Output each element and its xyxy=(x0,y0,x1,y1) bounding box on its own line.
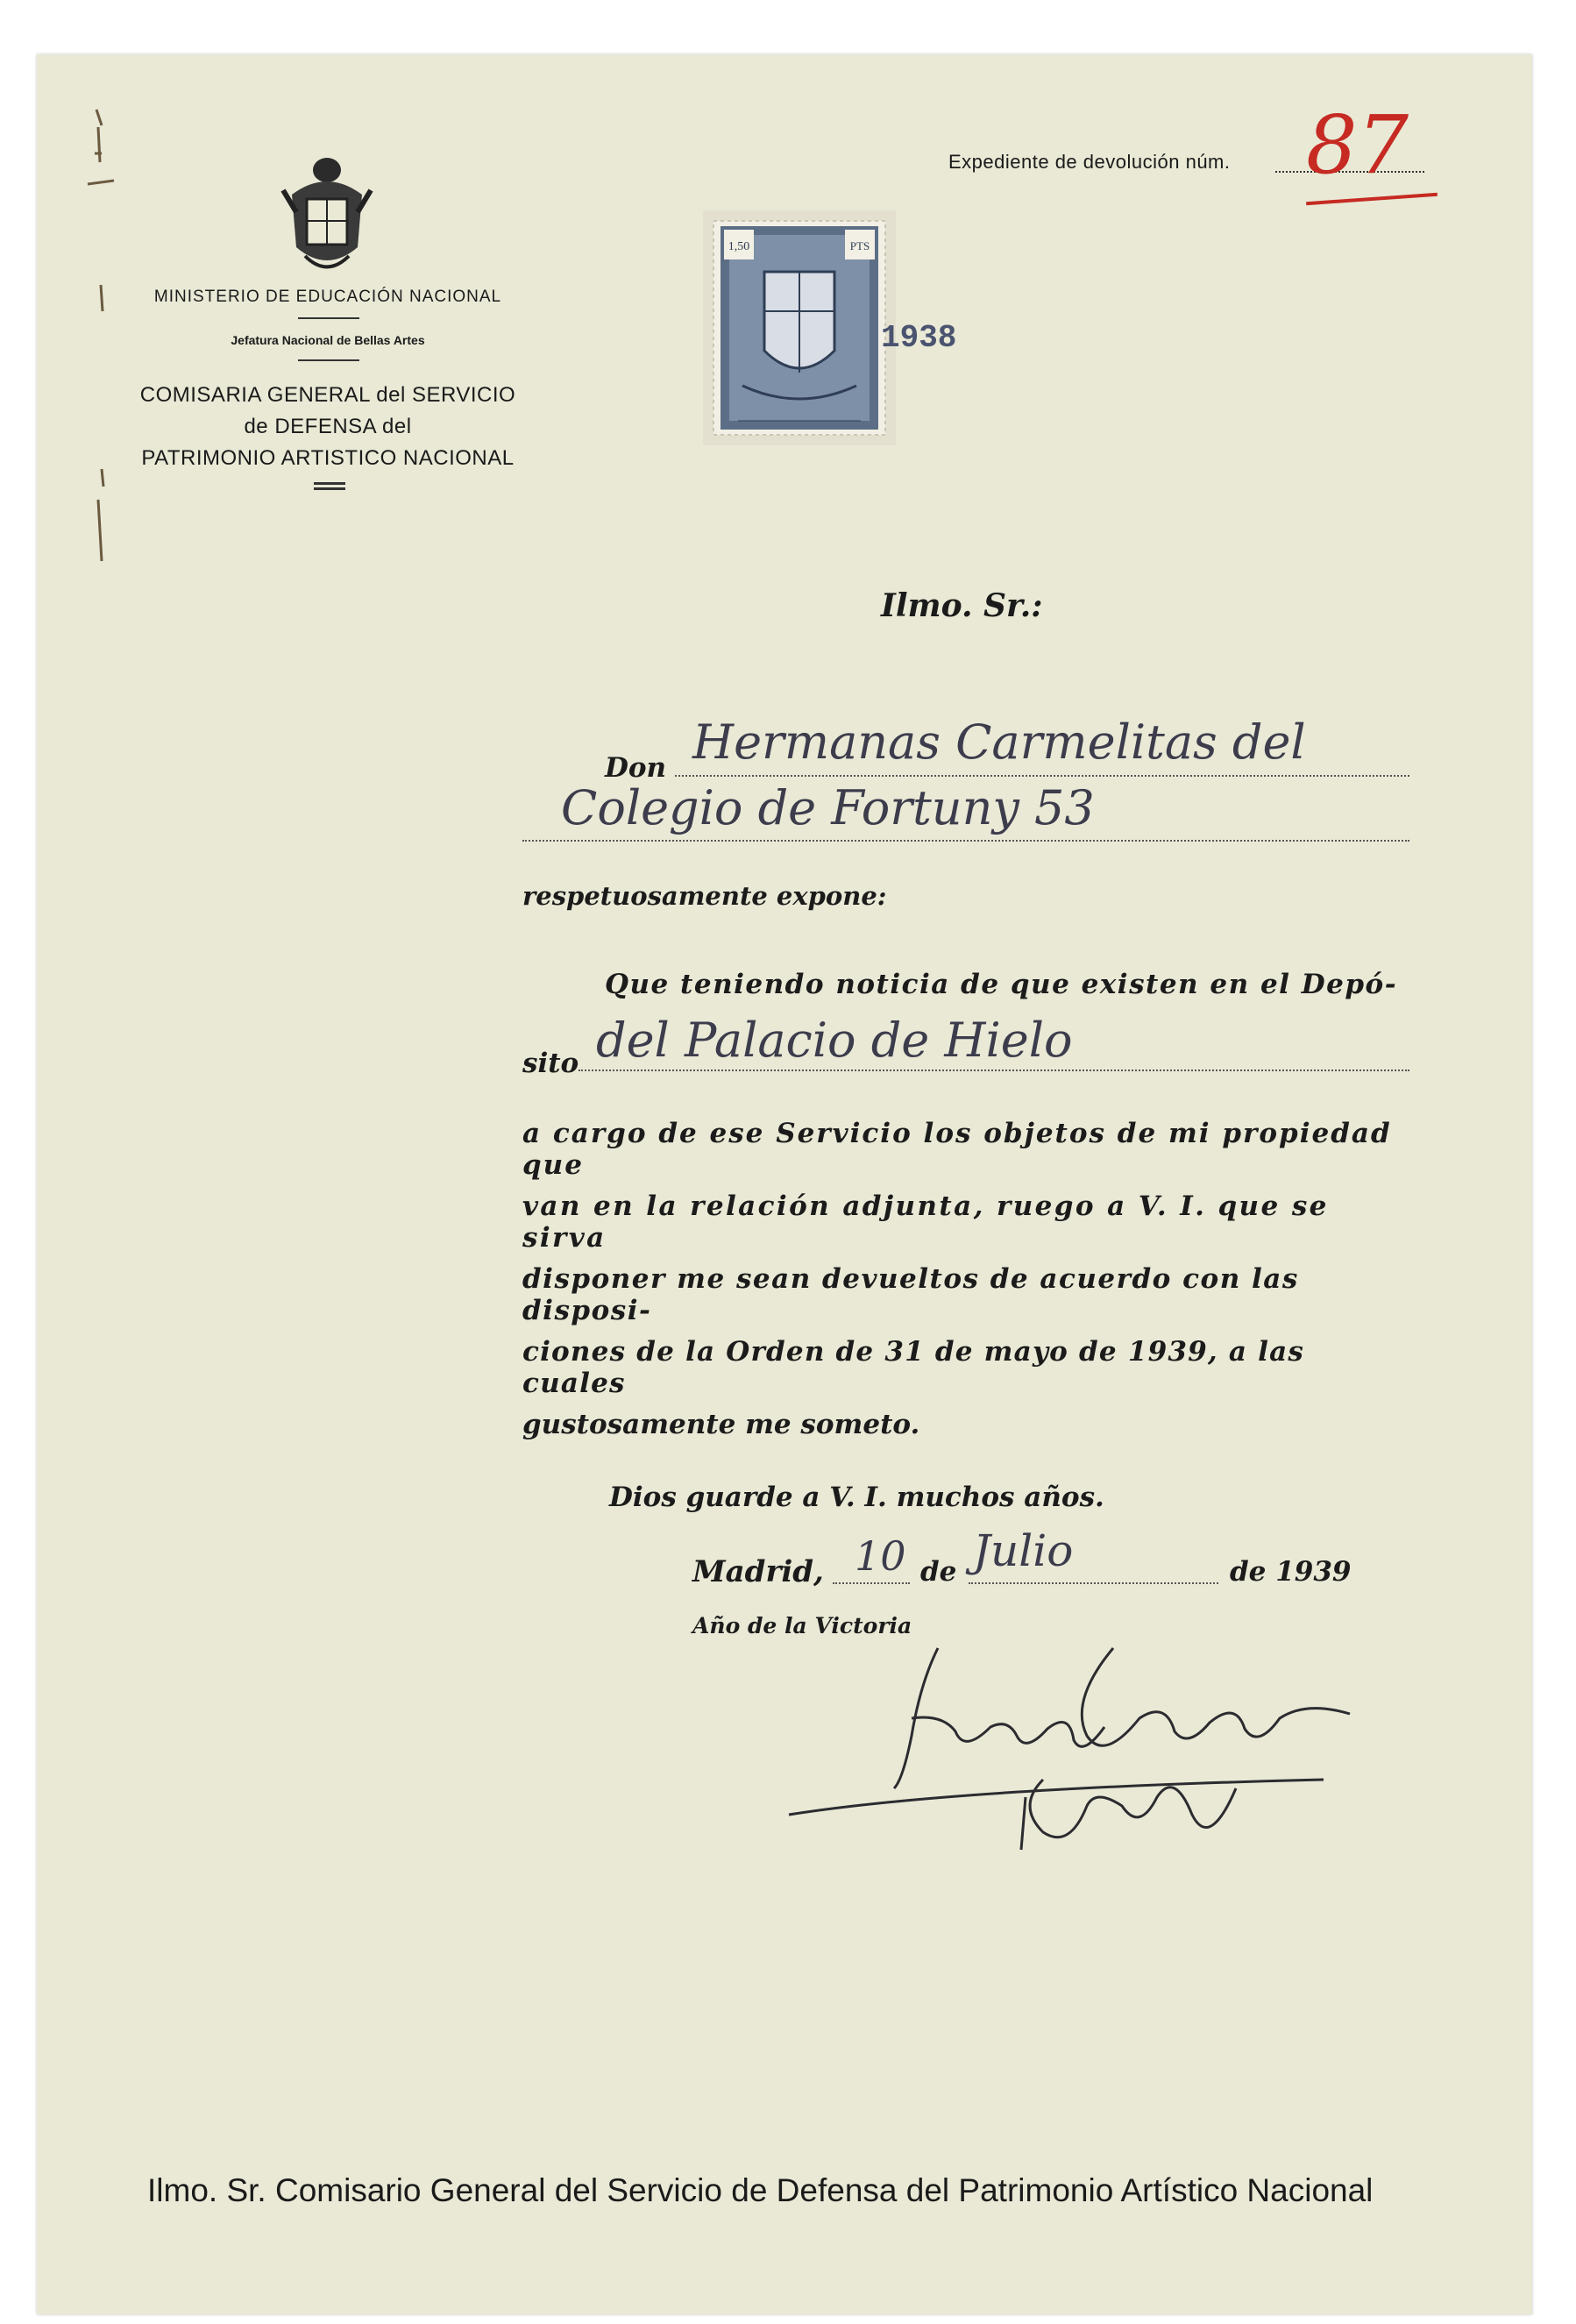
paragraph-line xyxy=(522,1118,1409,1181)
handwritten-name-1: Hermanas Carmelitas del xyxy=(692,714,1306,770)
margin-marks xyxy=(79,101,131,583)
comisaria-line-2: de DEFENSA del xyxy=(244,415,412,438)
stamp-denomination: 1,50 xyxy=(728,240,750,253)
dotted-line xyxy=(833,1582,910,1584)
handwritten-signature xyxy=(780,1631,1376,1858)
eagle-crest-icon xyxy=(279,151,375,282)
paragraph-text: a cargo de ese Servicio los objetos de mi propiedad que xyxy=(522,1118,1392,1181)
divider xyxy=(314,487,345,490)
paragraph-text: gustosamente me someto. xyxy=(522,1409,920,1440)
paragraph-text: Que teniendo noticia de que existen en el Depó- xyxy=(605,969,1398,1000)
expone-text: respetuosamente expone: xyxy=(522,881,887,911)
divider xyxy=(298,359,359,361)
salutation: Ilmo. Sr.: xyxy=(881,587,1043,624)
revenue-stamp-icon xyxy=(703,210,896,445)
paragraph-text: ciones de la Orden de 31 de mayo de 1939, a las cuales xyxy=(522,1336,1305,1399)
sito-text: sito xyxy=(522,1048,579,1079)
handwritten-month: Julio xyxy=(973,1525,1074,1576)
handwritten-deposito: del Palacio de Hielo xyxy=(596,1013,1073,1068)
dotted-line xyxy=(675,775,1409,777)
paragraph-line xyxy=(605,969,1409,1000)
expediente-number: 87 xyxy=(1306,98,1409,192)
footer-addressee: Ilmo. Sr. Comisario General del Servicio de Defensa del Patrimonio Artístico Nacional xyxy=(147,2172,1374,2208)
divider xyxy=(314,482,345,485)
paragraph-line xyxy=(522,1263,1409,1326)
stamp-cancel-date: 1938 xyxy=(881,320,957,356)
comisaria-line-3: PATRIMONIO ARTISTICO NACIONAL xyxy=(141,446,515,470)
stamp-currency: PTS xyxy=(849,239,870,252)
ministry-name: MINISTERIO DE EDUCACIÓN NACIONAL xyxy=(153,288,502,306)
place-text: Madrid, xyxy=(692,1554,824,1589)
dotted-line xyxy=(522,840,1409,842)
de-text: de xyxy=(920,1556,957,1588)
paragraph-text: van en la relación adjunta, ruego a V. I. que se sirva xyxy=(522,1190,1329,1254)
victoria-text: Año de la Victoria xyxy=(692,1613,912,1638)
dotted-line xyxy=(969,1582,1218,1584)
comisaria-line-1: COMISARIA GENERAL del SERVICIO xyxy=(139,383,516,407)
closing-text: Dios guarde a V. I. muchos años. xyxy=(609,1482,1104,1513)
year-text: de 1939 xyxy=(1230,1556,1352,1588)
paragraph-text: disponer me sean devueltos de acuerdo con las disposi- xyxy=(522,1263,1299,1326)
handwritten-day: 10 xyxy=(855,1532,906,1580)
handwritten-name-2: Colegio de Fortuny 53 xyxy=(561,780,1095,835)
divider xyxy=(298,317,359,319)
don-label: Don xyxy=(605,752,667,784)
jefatura-name: Jefatura Nacional de Bellas Artes xyxy=(231,333,425,347)
paragraph-line xyxy=(522,1336,1409,1399)
expediente-label: Expediente de devolución núm. xyxy=(948,151,1231,173)
paragraph-line xyxy=(522,1190,1409,1254)
dotted-line xyxy=(579,1070,1409,1071)
